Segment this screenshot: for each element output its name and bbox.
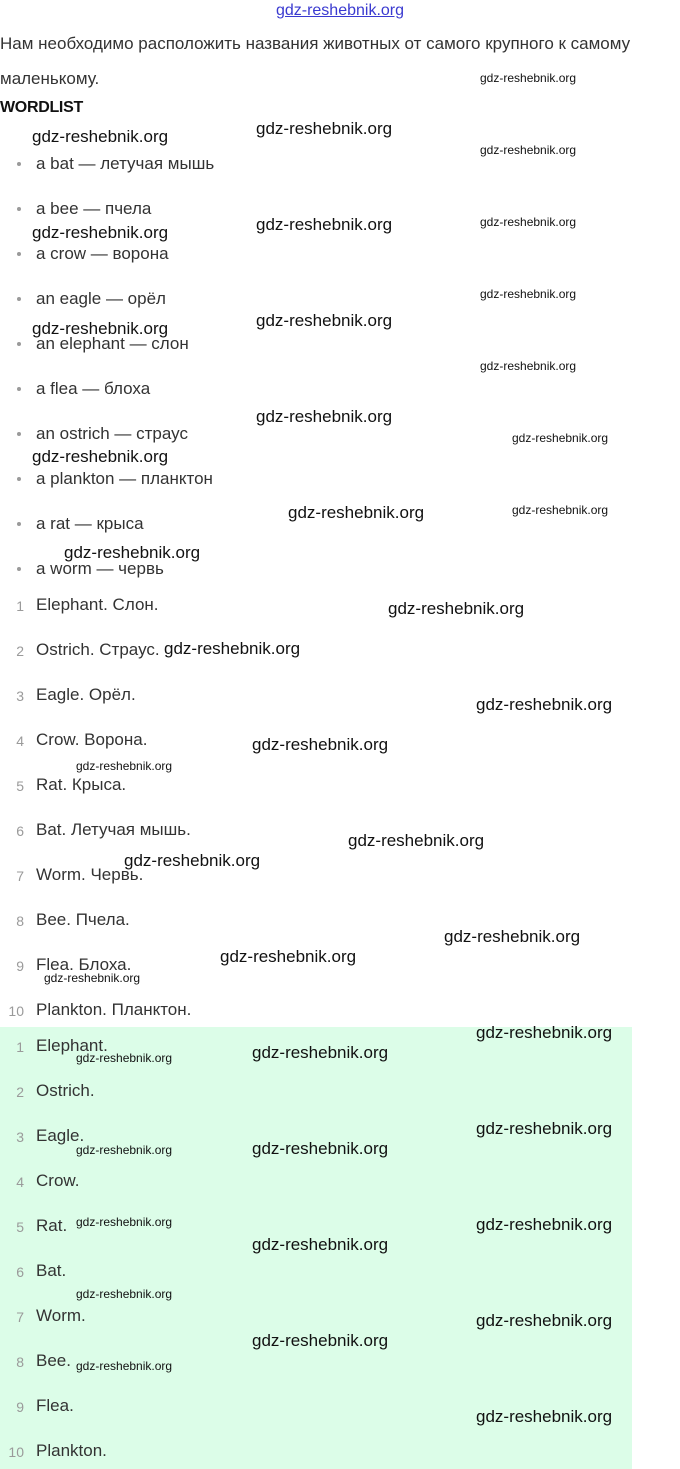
bullet-icon xyxy=(17,567,21,571)
watermark: gdz-reshebnik.org xyxy=(44,971,141,985)
watermark: gdz-reshebnik.org xyxy=(32,127,169,146)
watermark: gdz-reshebnik.org xyxy=(348,831,485,850)
watermark: gdz-reshebnik.org xyxy=(76,1051,173,1065)
watermark: gdz-reshebnik.org xyxy=(32,223,169,242)
watermark: gdz-reshebnik.org xyxy=(76,1359,173,1373)
watermark: gdz-reshebnik.org xyxy=(252,1139,389,1158)
watermark: gdz-reshebnik.org xyxy=(480,215,577,229)
watermark: gdz-reshebnik.org xyxy=(388,599,525,618)
watermark: gdz-reshebnik.org xyxy=(476,1407,613,1426)
watermark: gdz-reshebnik.org xyxy=(64,543,201,562)
watermark: gdz-reshebnik.org xyxy=(512,503,609,517)
bullet-icon xyxy=(17,207,21,211)
bullet-icon xyxy=(17,297,21,301)
site-link[interactable]: gdz-reshebnik.org xyxy=(275,2,405,19)
bullet-icon xyxy=(17,387,21,391)
watermark: gdz-reshebnik.org xyxy=(480,143,577,157)
bullet-icon xyxy=(17,342,21,346)
watermark: gdz-reshebnik.org xyxy=(252,1043,389,1062)
watermark: gdz-reshebnik.org xyxy=(512,431,609,445)
watermark: gdz-reshebnik.org xyxy=(476,1023,613,1042)
watermark: gdz-reshebnik.org xyxy=(164,639,301,658)
watermark: gdz-reshebnik.org xyxy=(32,447,169,466)
bullet-icon xyxy=(17,432,21,436)
watermark: gdz-reshebnik.org xyxy=(76,1143,173,1157)
bullet-icon xyxy=(17,477,21,481)
watermark: gdz-reshebnik.org xyxy=(124,851,261,870)
watermark: gdz-reshebnik.org xyxy=(476,1311,613,1330)
watermark: gdz-reshebnik.org xyxy=(288,503,425,522)
watermark: gdz-reshebnik.org xyxy=(76,1215,173,1229)
watermark: gdz-reshebnik.org xyxy=(480,359,577,373)
watermark: gdz-reshebnik.org xyxy=(476,1215,613,1234)
watermark: gdz-reshebnik.org xyxy=(76,759,173,773)
watermark: gdz-reshebnik.org xyxy=(256,311,393,330)
watermark: gdz-reshebnik.org xyxy=(480,287,577,301)
watermark: gdz-reshebnik.org xyxy=(476,1119,613,1138)
watermark: gdz-reshebnik.org xyxy=(76,1287,173,1301)
watermark: gdz-reshebnik.org xyxy=(256,119,393,138)
bullet-icon xyxy=(17,162,21,166)
wordlist-heading: WORDLIST xyxy=(0,99,83,116)
watermark: gdz-reshebnik.org xyxy=(220,947,357,966)
bullet-icon xyxy=(17,522,21,526)
watermark: gdz-reshebnik.org xyxy=(480,71,577,85)
watermark: gdz-reshebnik.org xyxy=(476,695,613,714)
watermark: gdz-reshebnik.org xyxy=(256,215,393,234)
watermark: gdz-reshebnik.org xyxy=(252,1331,389,1350)
bullet-icon xyxy=(17,252,21,256)
watermark: gdz-reshebnik.org xyxy=(444,927,581,946)
watermark: gdz-reshebnik.org xyxy=(32,319,169,338)
task-description: Нам необходимо расположить названия животных от самого крупного к самому маленькому. xyxy=(0,34,631,88)
watermark: gdz-reshebnik.org xyxy=(256,407,393,426)
watermark: gdz-reshebnik.org xyxy=(252,1235,389,1254)
watermark: gdz-reshebnik.org xyxy=(252,735,389,754)
